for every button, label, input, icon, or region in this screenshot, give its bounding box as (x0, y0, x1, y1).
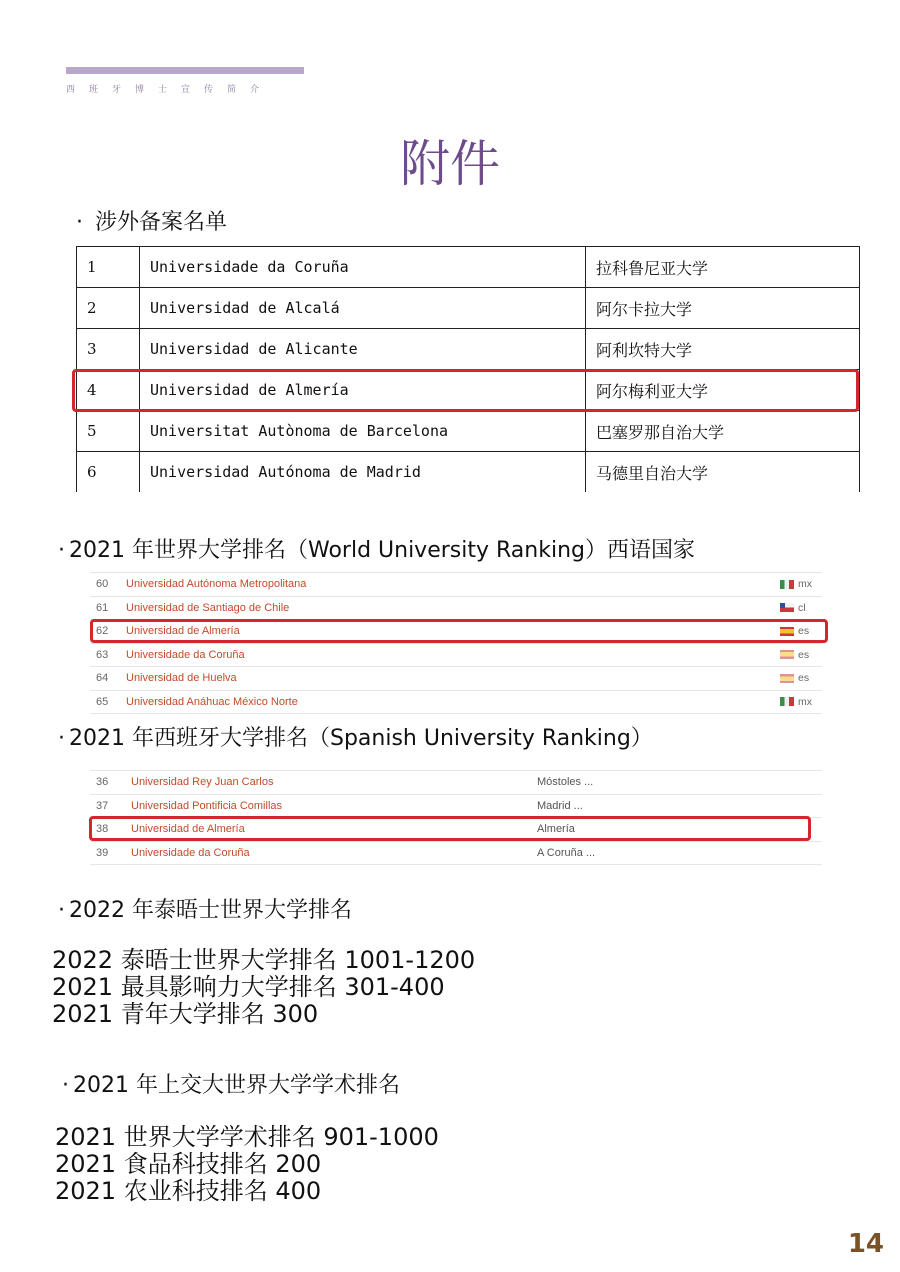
section-the-title: 2022 年泰晤士世界大学排名 (69, 898, 352, 923)
country-label: cl (798, 601, 806, 614)
world-ranking-list (90, 572, 822, 708)
bullet-dot: · (58, 538, 65, 563)
university-link[interactable]: Universidad de Almería (131, 823, 245, 836)
university-name-zh: 阿尔梅利亚大学 (586, 370, 860, 411)
rank-number: 37 (96, 799, 109, 812)
rank-number: 60 (96, 578, 109, 591)
spain-flag-icon (780, 627, 794, 636)
spain-flag-icon (780, 650, 794, 659)
page-number: 14 (847, 1229, 884, 1259)
university-name-en: Universidade da Coruña (140, 247, 586, 288)
university-link[interactable]: Universidad Rey Juan Carlos (131, 776, 274, 789)
stat-line: 2021 最具影响力大学排名 301-400 (52, 973, 445, 1001)
section-spain-title: 2021 年西班牙大学排名（Spanish University Ranking） (69, 726, 653, 751)
university-name-en: Universidad Autónoma de Madrid (140, 452, 586, 493)
rank-number: 63 (96, 648, 109, 661)
university-name-en: Universidad de Alicante (140, 329, 586, 370)
country-label: es (798, 672, 810, 685)
list-item (90, 573, 822, 597)
table-row (77, 329, 860, 370)
section-the-heading (58, 893, 352, 924)
university-link[interactable]: Universidade da Coruña (126, 648, 245, 661)
row-number: 5 (77, 411, 140, 452)
city-label: Almería (537, 823, 575, 836)
chile-flag-icon (780, 603, 794, 612)
list-item (90, 691, 822, 715)
the-ranking-lines (52, 947, 475, 1028)
row-number: 4 (77, 370, 140, 411)
list-item-highlighted (90, 620, 822, 644)
city-label: Madrid ... (537, 799, 583, 812)
mexico-flag-icon (780, 580, 794, 589)
university-link[interactable]: Universidad de Huelva (126, 672, 237, 685)
university-link[interactable]: Universidad Autónoma Metropolitana (126, 578, 307, 591)
rank-number: 65 (96, 695, 109, 708)
bullet-dot: · (58, 726, 65, 751)
arwu-ranking-lines (55, 1124, 439, 1205)
mexico-flag-icon (780, 697, 794, 706)
bullet-dot: · (62, 1073, 69, 1098)
country-code (780, 649, 822, 661)
rank-number: 62 (96, 625, 109, 638)
header-subtitle: 西班牙博士宣传简介 (66, 85, 274, 95)
stat-line: 2021 世界大学学术排名 901-1000 (55, 1123, 439, 1151)
rank-number: 38 (96, 823, 109, 836)
university-name-en: Universitat Autònoma de Barcelona (140, 411, 586, 452)
city-label: A Coruña ... (537, 846, 596, 859)
list-item (90, 795, 822, 819)
section-world-heading (58, 533, 695, 564)
university-link[interactable]: Universidade da Coruña (131, 846, 250, 859)
bullet-dot: · (76, 210, 83, 235)
university-link[interactable]: Universidad Anáhuac México Norte (126, 695, 298, 708)
row-number: 2 (77, 288, 140, 329)
country-label: mx (798, 578, 812, 591)
page-title: 附件 (400, 135, 500, 193)
list-item (90, 842, 822, 866)
university-name-zh: 巴塞罗那自治大学 (586, 411, 860, 452)
rank-number: 39 (96, 846, 109, 859)
city-label: Móstoles ... (537, 776, 594, 789)
table-row (77, 411, 860, 452)
country-code (780, 696, 822, 708)
stat-line: 2021 青年大学排名 300 (52, 1000, 319, 1028)
university-name-en: Universidad de Almería (140, 370, 586, 411)
university-link[interactable]: Universidad de Almería (126, 625, 240, 638)
spain-flag-icon (780, 674, 794, 683)
table-crop-edge (74, 492, 864, 498)
university-link[interactable]: Universidad de Santiago de Chile (126, 601, 290, 614)
list-item-highlighted (90, 818, 822, 842)
country-code (780, 672, 822, 684)
university-name-en: Universidad de Alcalá (140, 288, 586, 329)
university-name-zh: 阿尔卡拉大学 (586, 288, 860, 329)
country-label: es (798, 648, 810, 661)
bullet-dot: · (58, 898, 65, 923)
section-filing-heading (76, 205, 227, 236)
row-number: 1 (77, 247, 140, 288)
section-world-title: 2021 年世界大学排名（World University Ranking）西语国家 (69, 538, 695, 563)
country-label: es (798, 625, 810, 638)
country-code (780, 602, 822, 614)
country-code (780, 578, 822, 590)
country-code (780, 625, 822, 637)
university-name-zh: 拉科鲁尼亚大学 (586, 247, 860, 288)
rank-number: 61 (96, 601, 109, 614)
rank-number: 64 (96, 672, 109, 685)
list-item (90, 771, 822, 795)
rank-number: 36 (96, 776, 109, 789)
country-label: mx (798, 695, 812, 708)
row-number: 3 (77, 329, 140, 370)
spain-ranking-list (90, 770, 822, 866)
university-name-zh: 马德里自治大学 (586, 452, 860, 493)
list-item (90, 667, 822, 691)
table-row (77, 452, 860, 493)
stat-line: 2021 农业科技排名 400 (55, 1177, 322, 1205)
list-item (90, 644, 822, 668)
header-accent-bar (66, 67, 304, 74)
section-spain-heading (58, 721, 653, 752)
section-arwu-title: 2021 年上交大世界大学学术排名 (73, 1073, 400, 1098)
section-filing-title: 涉外备案名单 (95, 210, 228, 235)
table-row (77, 247, 860, 288)
stat-line: 2021 食品科技排名 200 (55, 1150, 322, 1178)
stat-line: 2022 泰晤士世界大学排名 1001-1200 (52, 946, 476, 974)
section-arwu-heading (62, 1068, 400, 1099)
table-row-highlighted (77, 370, 860, 411)
row-number: 6 (77, 452, 140, 493)
university-link[interactable]: Universidad Pontificia Comillas (131, 799, 283, 812)
university-name-zh: 阿利坎特大学 (586, 329, 860, 370)
filing-table (76, 246, 860, 493)
table-row (77, 288, 860, 329)
list-item (90, 597, 822, 621)
